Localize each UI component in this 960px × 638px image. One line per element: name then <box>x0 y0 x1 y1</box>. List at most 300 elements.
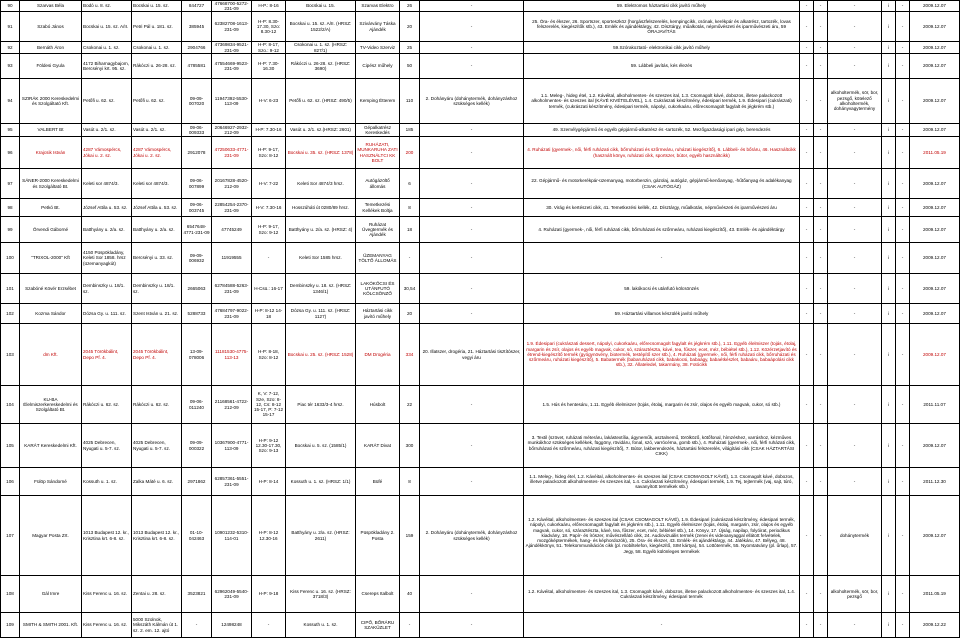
table-row <box>0 324 960 386</box>
cell-text: 1.2. Kávéital, alkoholmentes- és szeszes ital (CSAK CSOMAGOLT KÁVÉ), 1.9. Édesipari (cukrászati készítmény, édesipari termék, nápolyi, cukorkaáru, előrecsomagolt fagylalt és jégkrém stb.), 1.11. Egyéb élelmiszer (tojás, étolaj, margarin, zsír, olajos és egyéb magvak, cukor, só, száraztészta, kávé, tea, fűszer, ecet, méz, bébiétel stb.), 14. Könyv, 17. Újság, napilap, folyóirat, periodikus kiadvány, 18. Papír- és írószer, művészellátó cikk, 24. Audiovizuális termék (zenei és videoanyaggal ellátott felvételek, mozgóképtermékek, hang- és képhordozók), 25. Óra- és ékszer, 43. Emlék- és ajándéktárgy, 44. Játékáru, 47. Bélyeg, 48. Ajándékkönyv, 51. Telekommunikációs cikk (pl. mobiltelefon, kiegészítő, SIM kártya), 54. Lottótermék, 55. Nyomtatvány (pl. űrlap), 57. Jegy, 58. Egyéb különleges termékek <box>525 516 798 554</box>
cell-date <box>910 576 960 612</box>
cell-reg <box>182 304 212 323</box>
cell-text: 47250633-4771-231-09 <box>214 147 249 158</box>
table-row <box>0 243 960 274</box>
cell-no <box>0 576 20 612</box>
cell-c14 <box>814 576 828 612</box>
cell-text: 22. Gépjármű- és motorkerékpár-üzemanyag, motorbenzin, gázolaj, autógáz, gépjármű-kenőanyag, -hűtőanyag és adalékanyag (CSAK AUTÓGÁZ) <box>531 178 792 189</box>
cell-text: i <box>887 180 890 186</box>
cell-text: DM Drogéria <box>364 351 391 357</box>
cell-c16 <box>882 124 896 136</box>
cell-teaor <box>524 304 800 323</box>
cell-reg <box>182 324 212 385</box>
cell-text: - <box>819 127 822 133</box>
cell-owner-addr <box>82 468 132 495</box>
cell-area <box>400 576 420 612</box>
cell-text: 25 <box>406 44 413 50</box>
cell-address2 <box>286 137 356 168</box>
cell-text: - <box>470 285 473 291</box>
cell-text: - <box>805 98 808 104</box>
cell-name <box>20 304 82 323</box>
cell-text: 20646927-2932-212-09 <box>214 124 249 135</box>
cell-text: Rákóczi u. 62. sz. <box>133 401 170 407</box>
cell-text: Háztartási cikk javító műhely <box>362 308 393 319</box>
cell-text: Bocskai u. 25. sz. (HRSZ: 1528) <box>287 351 354 357</box>
cell-c14 <box>814 169 828 198</box>
cell-text: 49. Személygépjármű és egyéb gépjármű-alkatrész és -tartozék, 52. Mezőgazdasági ipari gép, berendezés <box>552 127 771 133</box>
cell-text: Temetkezési Kellékek Boltja <box>362 202 393 213</box>
cell-text: KARÁT Divat <box>364 442 391 448</box>
cell-text: - <box>470 401 473 407</box>
cell-tax <box>212 304 252 323</box>
cell-c14 <box>814 79 828 123</box>
cell-text: 108 <box>6 591 14 597</box>
cell-area <box>400 79 420 123</box>
cell-text: - <box>901 23 904 29</box>
cell-text: - <box>901 442 904 448</box>
cell-text: 2971862 <box>187 478 206 484</box>
cell-address2 <box>286 243 356 273</box>
cell-text: 101 <box>6 285 14 291</box>
cell-c14 <box>814 1 828 11</box>
cell-text: Rákóczi u. 26-28. sz. <box>133 63 176 69</box>
cell-no <box>0 496 20 575</box>
cell-date <box>910 243 960 273</box>
cell-text: 59. lakókocsi és utánfutó kölcsönzés <box>624 285 699 291</box>
cell-unit <box>356 79 400 123</box>
cell-text: 1.1. Meleg-, hideg étel, 1.2. Kávéital, alkoholmentes- és szeszes ital, 1.3. Csomagolt kávé, dobozos, illetve palackozott alkoholmentes- és szeszes ital (KÁVÉ KIVÉTELÉVEL), 1.4. Cukrászati készítmény, édesipari termék, 1.9. Édesipari (cukrászati) termék, (cukrászati készítmény, édesipari termék, nápolyi, cukorkaáru, előrecsomagolt fagylalt és jégkrém stb.) <box>531 93 792 109</box>
cell-text: 2. Dohányáru (dohánytermék, dohányzáshoz szükséges kellék) <box>425 530 518 541</box>
cell-c17 <box>896 42 910 53</box>
cell-c15 <box>828 1 882 11</box>
cell-text: - <box>408 255 411 261</box>
cell-text: i <box>887 351 890 357</box>
cell-text: 3523821 <box>187 591 206 597</box>
cell-text: - <box>470 310 473 316</box>
cell-main <box>420 304 524 323</box>
cell-text: 1.1. Meleg-, hideg étel, 1.2. Kávéital, alkoholmentes- és szeszes ital (CSAK CSOMAGOLT KÁVÉ), 1.3. Csomagolt kávé, dobozos, illetve palackozott alkoholmentes- és szeszes ital, 1.4. Cukrászati készítmény, édesipari termék, 1.9. Tej, tejtermék (vaj, sajt, túró, savanyított termékek stb.) <box>529 473 794 490</box>
cell-tax <box>212 274 252 303</box>
cell-text: H-P: 9-18 <box>258 591 279 597</box>
cell-date <box>910 324 960 385</box>
cell-area <box>400 12 420 41</box>
cell-hours <box>252 12 286 41</box>
cell-c15 <box>828 42 882 53</box>
cell-text: - <box>267 255 270 261</box>
cell-teaor <box>524 199 800 216</box>
cell-text: KU-BA Élelmiszerkereskedelmi és Szolgáltató Bt. <box>23 396 78 413</box>
cell-addr <box>132 124 182 136</box>
cell-reg <box>182 468 212 495</box>
cell-text: RUHÁZATI, MUNKARUHA ZATI HASZNÁLTCI KK BOLT <box>357 141 398 163</box>
cell-reg <box>182 217 212 242</box>
cell-addr <box>132 217 182 242</box>
cell-text: 4785581 <box>187 63 206 69</box>
cell-text: - <box>853 255 856 261</box>
cell-text: H-P: 7.30-16 <box>255 127 282 133</box>
cell-teaor <box>524 274 800 303</box>
cell-text: 1.2. Kávéital, alkoholmentes- és szeszes ital, 1.3. Csomagolt kávé, dobozos, illetve palackozott alkoholmentes- és szeszes ital, 1.4. Cukrászati készítmény, édesipari termék <box>527 588 796 599</box>
cell-text: 20. Illatszer, drogéria, 21. Háztartási tisztítószer, vegyi áru <box>422 349 521 360</box>
cell-text: 09-06-007899 <box>188 178 205 189</box>
cell-text: 2009.12.07 <box>923 44 946 50</box>
cell-unit <box>356 169 400 198</box>
cell-c14 <box>814 304 828 323</box>
cell-text: i <box>887 23 890 29</box>
cell-text: i <box>887 310 890 316</box>
cell-c13 <box>800 324 814 385</box>
cell-name <box>20 124 82 136</box>
cell-teaor <box>524 243 800 273</box>
cell-text: H-P: 8.30-17.30, Szo: 8.30-12 <box>256 18 281 35</box>
cell-date <box>910 496 960 575</box>
cell-text: Szabóné Kövér Erzsébet <box>25 285 76 291</box>
cell-text: 11181530-4775-113-13 <box>214 349 249 360</box>
cell-text: - <box>901 98 904 104</box>
cell-reg <box>182 79 212 123</box>
cell-text: - <box>805 180 808 186</box>
cell-c17 <box>896 137 910 168</box>
cell-text: Zentai u. 28. sz. <box>133 591 166 597</box>
cell-text: - <box>819 226 822 232</box>
cell-c14 <box>814 496 828 575</box>
cell-text: - <box>901 44 904 50</box>
cell-date <box>910 137 960 168</box>
cell-text: 47668700-5272-231-09 <box>214 1 249 11</box>
cell-date <box>910 54 960 78</box>
cell-text: i <box>887 442 890 448</box>
cell-reg <box>182 424 212 467</box>
cell-address2 <box>286 424 356 467</box>
cell-text: - <box>853 127 856 133</box>
cell-hours <box>252 386 286 423</box>
cell-text: 1013 Budapest 12. kr., Krisztina krt. 6-8. sz. <box>83 530 129 541</box>
cell-unit <box>356 124 400 136</box>
cell-text: - <box>901 127 904 133</box>
cell-c13 <box>800 576 814 612</box>
cell-text: 2009.12.07 <box>923 310 946 316</box>
cell-text: Dózsa Gy. u. 111. sz. (HRSZ: 1127) <box>290 308 351 319</box>
cell-c14 <box>814 54 828 78</box>
cell-text: 385945 <box>188 23 205 29</box>
cell-text: - <box>819 98 822 104</box>
cell-c16 <box>882 1 896 11</box>
cell-c15 <box>828 386 882 423</box>
cell-c14 <box>814 324 828 385</box>
cell-area <box>400 199 420 216</box>
cell-text: Bocskai u. 15. sz. <box>133 3 170 9</box>
cell-text: Batthyány u. 2/a. sz. <box>133 226 175 232</box>
cell-c15 <box>828 304 882 323</box>
cell-area <box>400 169 420 198</box>
cell-text: Húsbolt <box>369 401 386 407</box>
cell-address2 <box>286 199 356 216</box>
cell-text: 2009.12.07 <box>923 204 946 210</box>
cell-date <box>910 42 960 53</box>
cell-c16 <box>882 54 896 78</box>
table-row <box>0 386 960 424</box>
cell-text: H-V: 7.30-16 <box>255 204 282 210</box>
cell-area <box>400 1 420 11</box>
cell-text: - <box>195 622 198 628</box>
cell-text: 09-06-011240 <box>189 399 204 410</box>
cell-text: 2011.12.30 <box>923 478 946 484</box>
cell-c16 <box>882 324 896 385</box>
cell-text: - <box>805 127 808 133</box>
cell-addr <box>132 1 182 11</box>
cell-main <box>420 424 524 467</box>
cell-no <box>0 199 20 216</box>
cell-main <box>420 324 524 385</box>
cell-text: 4. Ruházati (gyermek-, női, férfi ruházati cikk, bőrruházati és szőrmeáru, ruházati kiegészítő), 6. Lábbeli- és bőráru, 46. Használtcikk (használt könyv, ruházati cikk, sportszer, bútor, egyéb használtcikk) <box>527 147 796 158</box>
cell-main <box>420 12 524 41</box>
cell-c13 <box>800 199 814 216</box>
cell-no <box>0 468 20 495</box>
cell-name <box>20 324 82 385</box>
cell-reg <box>182 243 212 273</box>
cell-tax <box>212 169 252 198</box>
cell-area <box>400 424 420 467</box>
cell-text: 09-09-007020 <box>188 95 205 106</box>
cell-no <box>0 54 20 78</box>
cell-text: 09-06-009333 <box>188 124 205 135</box>
cell-area <box>400 496 420 575</box>
cell-c13 <box>800 274 814 303</box>
cell-tax <box>212 613 252 637</box>
cell-text: Hosszúháti út 0280/89 hrsz. <box>292 204 349 210</box>
cell-text: Püspökladány 2. Posta <box>360 530 395 541</box>
cell-text: H-P: 8-17, Szo.: 9-12 <box>258 42 279 53</box>
cell-tax <box>212 496 252 575</box>
cell-c17 <box>896 217 910 242</box>
cell-text: 10901232-5310-114-01 <box>214 530 249 541</box>
cell-addr <box>132 54 182 78</box>
cell-text: 1013 Budapest 12. kr., Krisztina krt. 6-8. sz. <box>133 530 179 541</box>
table-row <box>0 304 960 324</box>
cell-text: 6547648-4771-231-09 <box>183 224 210 235</box>
cell-c17 <box>896 274 910 303</box>
cell-text: Bocskai u. 15. sz. A/II. <box>83 23 129 29</box>
cell-text: 2009.12.07 <box>923 285 946 291</box>
table-row <box>0 496 960 576</box>
cell-teaor <box>524 54 800 78</box>
cell-text: 2045 Törökbálint, Depo Pf. 4. <box>83 349 119 360</box>
cell-text: 95 <box>7 127 13 133</box>
cell-text: Kiss Ferenc u. 16. sz. <box>83 622 128 628</box>
cell-date <box>910 1 960 11</box>
cell-no <box>0 137 20 168</box>
cell-c17 <box>896 243 910 273</box>
cell-hours <box>252 324 286 385</box>
cell-main <box>420 1 524 11</box>
cell-c16 <box>882 274 896 303</box>
cell-text: - <box>470 3 473 9</box>
cell-no <box>0 42 20 53</box>
cell-c15 <box>828 496 882 575</box>
cell-c15 <box>828 217 882 242</box>
cell-text: 6 <box>408 180 411 186</box>
cell-unit <box>356 12 400 41</box>
cell-text: - <box>901 351 904 357</box>
cell-main <box>420 496 524 575</box>
cell-c15 <box>828 243 882 273</box>
cell-c15 <box>828 324 882 385</box>
cell-c17 <box>896 199 910 216</box>
cell-date <box>910 217 960 242</box>
cell-text: - <box>470 23 473 29</box>
cell-text: 09-06-003745 <box>188 202 205 213</box>
cell-area <box>400 42 420 53</box>
cell-text: - <box>805 442 808 448</box>
cell-text: Batthyány u. 2/a. sz. (HRSZ: 2611) <box>291 530 350 541</box>
table-row <box>0 199 960 217</box>
cell-text: - <box>408 622 411 628</box>
cell-reg <box>182 386 212 423</box>
cell-text: 47554669-9523-231-09 <box>214 60 249 71</box>
cell-text: Keleti Sor 4874/3 hrsz. <box>297 180 344 186</box>
cell-text: - <box>819 3 822 9</box>
cell-text: 2009.12.07 <box>923 3 946 9</box>
cell-text: Vasút u. 2/1. sz. <box>133 127 166 133</box>
cell-c14 <box>814 42 828 53</box>
cell-text: 94 <box>7 98 13 104</box>
cell-text: Kiss Ferenc u. 16. sz. <box>83 591 128 597</box>
cell-tax <box>212 137 252 168</box>
cell-text: Bocskai u. 15. <box>306 3 335 9</box>
cell-reg <box>182 42 212 53</box>
cell-text: i <box>887 204 890 210</box>
cell-text: - <box>819 401 822 407</box>
cell-tax <box>212 199 252 216</box>
cell-reg <box>182 496 212 575</box>
cell-text: 20167828-4520-212-09 <box>214 178 249 189</box>
table-row <box>0 169 960 199</box>
cell-text: 96 <box>7 149 13 155</box>
cell-owner-addr <box>82 496 132 575</box>
cell-c16 <box>882 79 896 123</box>
cell-text: Kossuth u. 1. sz. (HRSZ: 1/1) <box>290 478 351 484</box>
cell-tax <box>212 424 252 467</box>
cell-text: - <box>853 478 856 484</box>
cell-c16 <box>882 304 896 323</box>
cell-owner-addr <box>82 576 132 612</box>
cell-text: 2912078 <box>187 149 206 155</box>
cell-text: - <box>901 532 904 538</box>
cell-text: i <box>887 127 890 133</box>
cell-addr <box>132 199 182 216</box>
cell-address2 <box>286 496 356 575</box>
cell-c15 <box>828 169 882 198</box>
cell-c16 <box>882 243 896 273</box>
cell-text: Bocskai u. 15. sz. A/II. (HRSZ: 1522/2/A) <box>289 21 352 32</box>
table-row <box>0 274 960 304</box>
cell-text: Csereps Italbolt <box>361 591 394 597</box>
cell-text: - <box>853 23 856 29</box>
cell-address2 <box>286 386 356 423</box>
cell-text: - <box>805 226 808 232</box>
cell-hours <box>252 243 286 273</box>
cell-reg <box>182 274 212 303</box>
cell-unit <box>356 42 400 53</box>
cell-text: - <box>853 226 856 232</box>
cell-text: TV-Video Szerviz <box>359 44 396 50</box>
cell-name <box>20 243 82 273</box>
cell-text: Szivárvány Táska Ajándék <box>359 21 396 32</box>
cell-c13 <box>800 54 814 78</box>
cell-no <box>0 613 20 637</box>
cell-text: - <box>805 23 808 29</box>
cell-addr <box>132 42 182 53</box>
cell-tax <box>212 386 252 423</box>
cell-text: H-V: 7-22 <box>258 180 279 186</box>
cell-date <box>910 79 960 123</box>
cell-text: 30,54 <box>403 285 416 291</box>
cell-text: 2009.12.07 <box>923 180 946 186</box>
cell-name <box>20 468 82 495</box>
cell-c13 <box>800 169 814 198</box>
cell-text: KARÁT Kereskedelmi Kft. <box>24 442 77 448</box>
cell-c13 <box>800 496 814 575</box>
table-row <box>0 217 960 243</box>
cell-text: - <box>819 478 822 484</box>
cell-text: - <box>805 478 808 484</box>
cell-main <box>420 576 524 612</box>
cell-name <box>20 274 82 303</box>
cell-text: H-P: 9-17, Szo: 9-12 <box>258 224 279 235</box>
cell-teaor <box>524 124 800 136</box>
cell-address2 <box>286 124 356 136</box>
cell-text: 93 <box>7 63 13 69</box>
cell-tax <box>212 54 252 78</box>
cell-text: - <box>901 622 904 628</box>
cell-address2 <box>286 576 356 612</box>
cell-text: - <box>853 44 856 50</box>
cell-text: 106 <box>6 478 14 484</box>
cell-text: H-P: 8-12 12.30-16 <box>258 530 279 541</box>
cell-no <box>0 386 20 423</box>
cell-address2 <box>286 12 356 41</box>
cell-unit <box>356 386 400 423</box>
cell-reg <box>182 613 212 637</box>
cell-text: 26 <box>406 3 413 9</box>
cell-address2 <box>286 169 356 198</box>
cell-unit <box>356 217 400 242</box>
cell-name <box>20 386 82 423</box>
cell-main <box>420 79 524 123</box>
cell-teaor <box>524 496 800 575</box>
cell-c13 <box>800 243 814 273</box>
cell-teaor <box>524 424 800 467</box>
cell-text: 97 <box>7 180 13 186</box>
cell-text: i <box>887 622 890 628</box>
cell-c17 <box>896 12 910 41</box>
cell-c15 <box>828 468 882 495</box>
cell-hours <box>252 137 286 168</box>
cell-main <box>420 386 524 423</box>
cell-hours <box>252 169 286 198</box>
cell-text: - <box>901 478 904 484</box>
cell-text: Rákóczi u. 26-28. sz. (HRSZ: 3690) <box>290 60 351 71</box>
cell-owner-addr <box>82 124 132 136</box>
cell-unit <box>356 424 400 467</box>
cell-text: 2009.12.22 <box>923 622 946 628</box>
cell-text: 4025 Debrecen, Nyugati u. 5-7. sz. <box>83 440 121 451</box>
cell-text: - <box>853 401 856 407</box>
cell-addr <box>132 274 182 303</box>
cell-text: SMITH & SMITH 2001. Kft. <box>22 622 79 628</box>
cell-c13 <box>800 137 814 168</box>
cell-owner-addr <box>82 12 132 41</box>
